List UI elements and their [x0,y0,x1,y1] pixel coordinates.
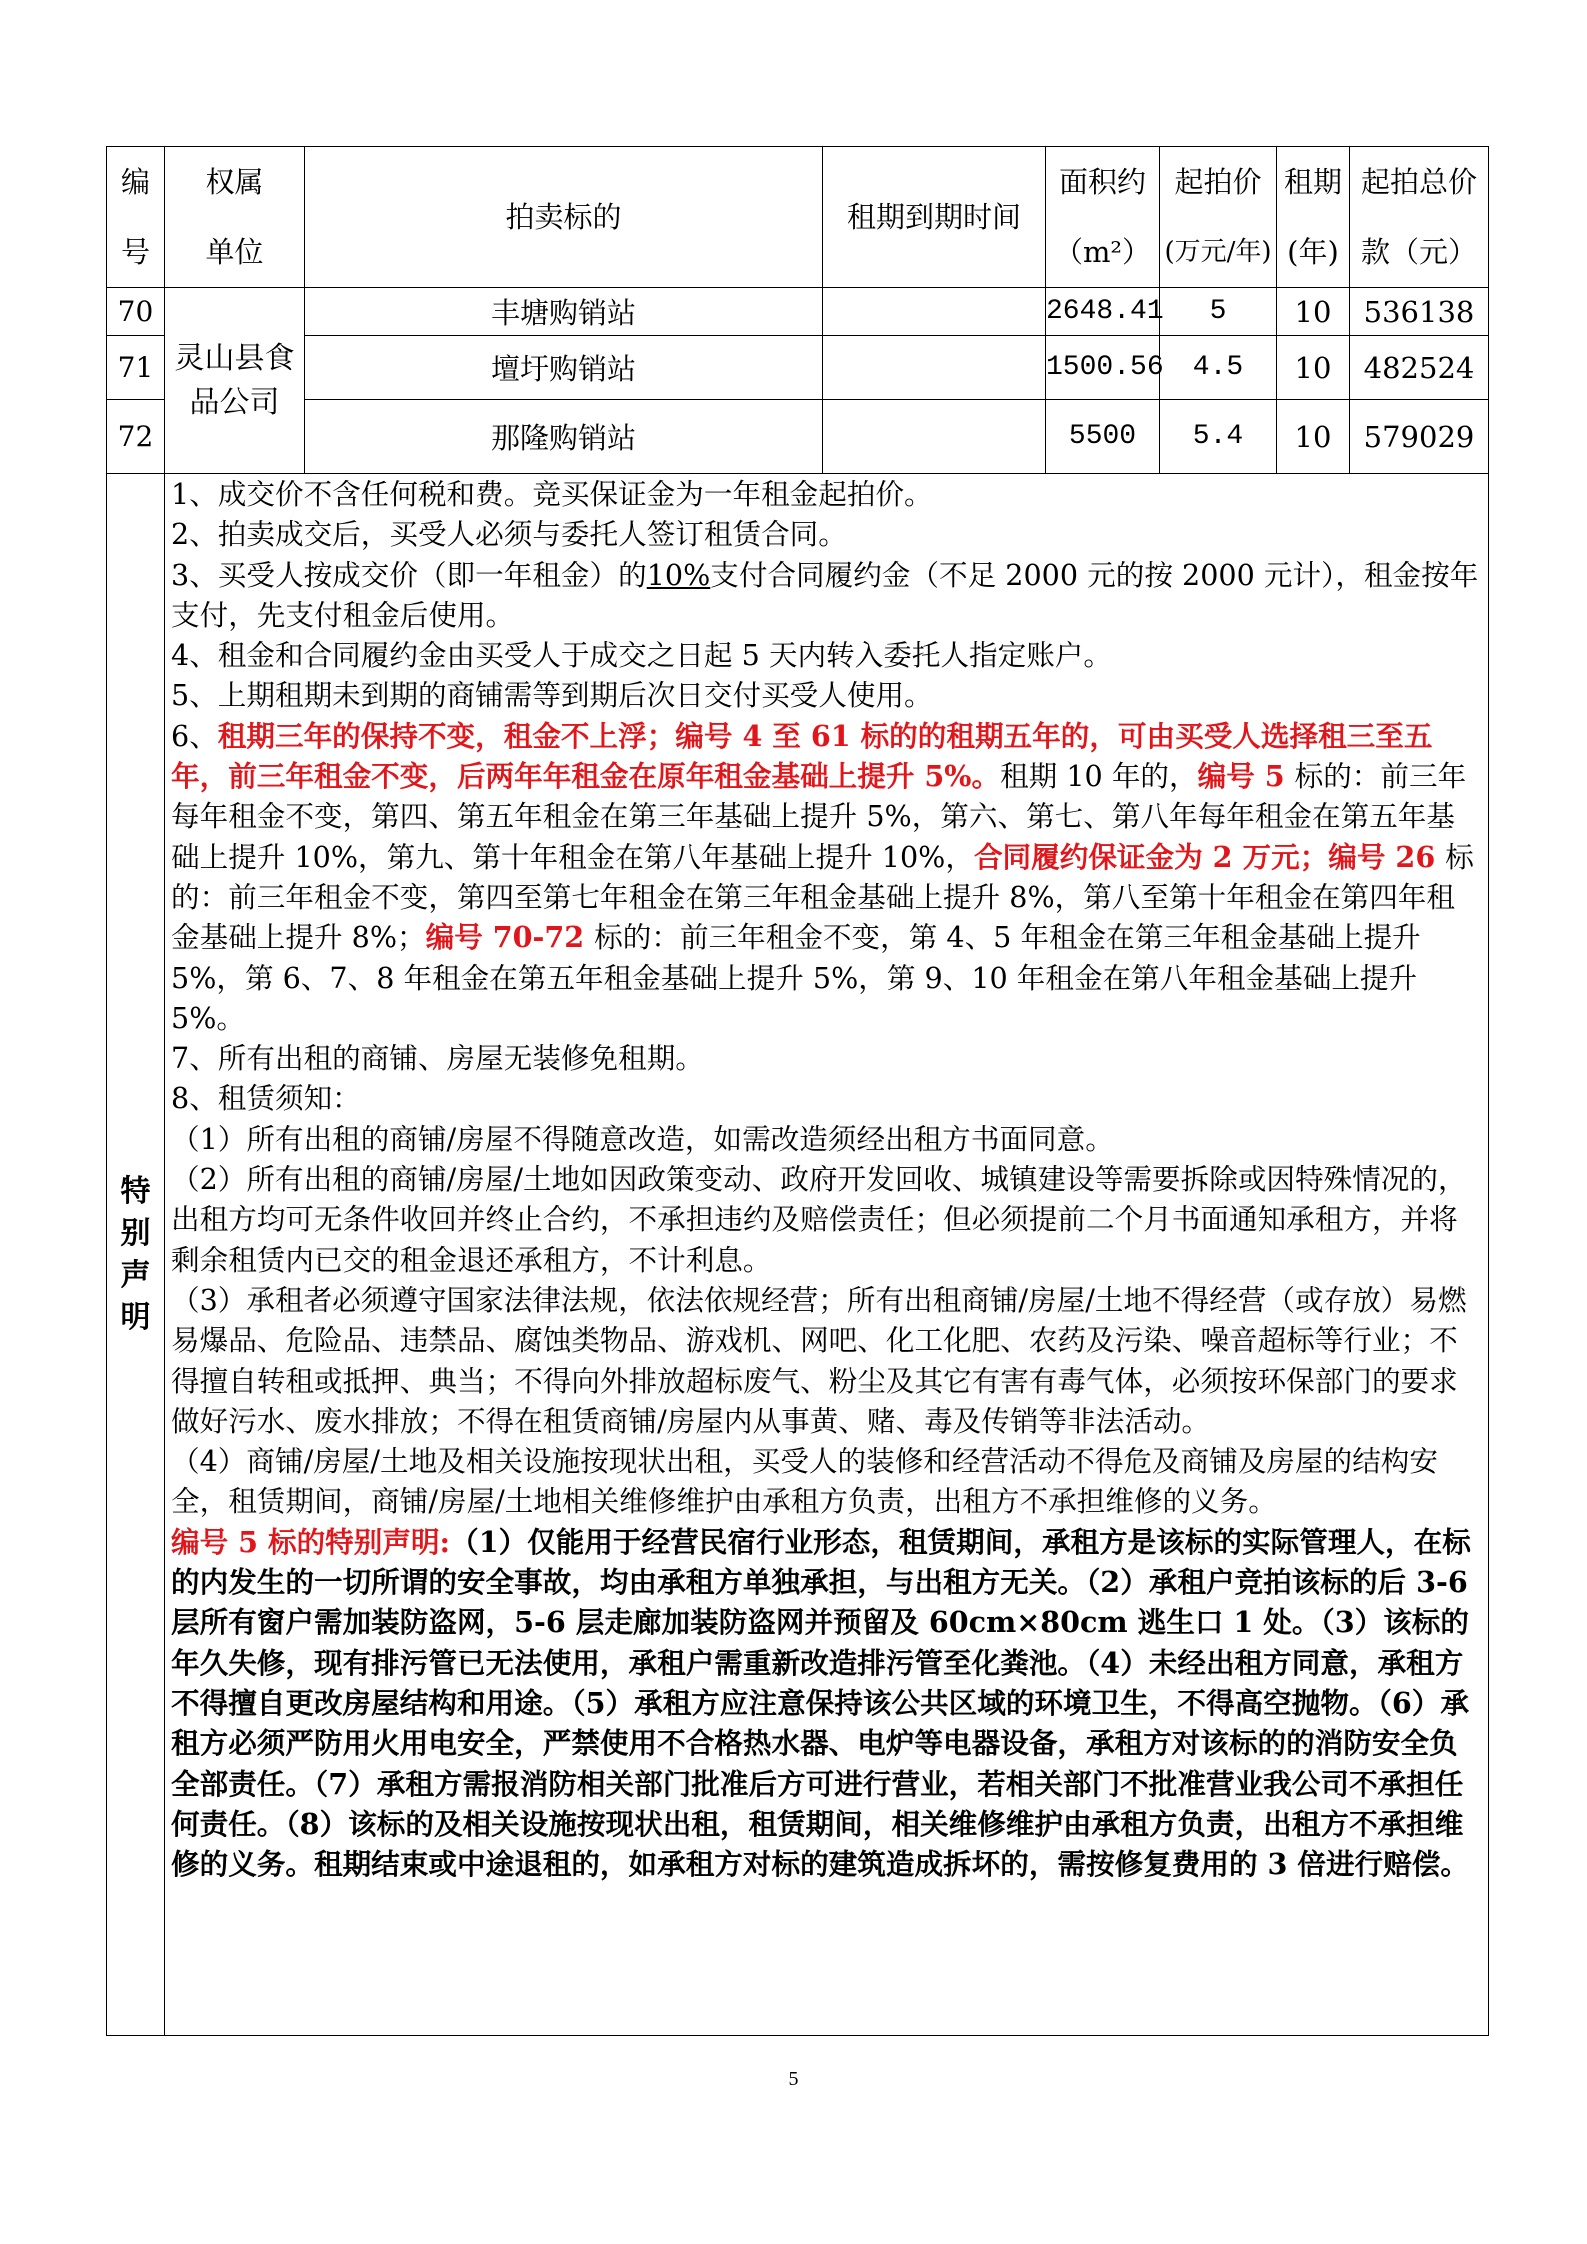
note-2: 2、拍卖成交后，买受人必须与委托人签订租赁合同。 [171,517,847,552]
special-statement-row [107,474,1489,2036]
row-area: 2648.41 [1046,288,1160,336]
table-row [107,336,1489,400]
header-price: 起拍价 (万元/年) [1160,147,1277,288]
note-7: 7、所有出租的商铺、房屋无装修免租期。 [171,1041,704,1076]
row-expire [823,336,1046,400]
header-row [107,147,1489,288]
owner-cell: 灵山县食 品公司 [165,288,305,474]
note-8-1: （1）所有出租的商铺/房屋不得随意改造，如需改造须经出租方书面同意。 [171,1121,1114,1156]
row-target: 壇圩购销站 [305,336,823,400]
note-3: 3、买受人按成交价（即一年租金）的10%支付合同履约金（不足 2000 元的按 2000 元计），租金按年支付，先支付租金后使用。 [171,557,1479,632]
page-number: 5 [788,2068,799,2090]
note-6: 6、租期三年的保持不变，租金不上浮；编号 4 至 61 标的的租期五年的，可由买受人选择租三至五年，前三年租金不变，后两年年租金在原年租金基础上提升 5%。租期 10 年的，编号 5 标的：前三年每年租金不变，第四、第五年租金在第三年基础上提升 5%，第六、第七、第八年每年租金在第五年基础上提升 10%，第九、第十年租金在第八年基础上提升 10%，合同履约保证金为 2 万元；编号 26 标的：前三年租金不变，第四至第七年租金在第三年租金基础上提升 8%，第八至第十年租金在第四年租金基础上提升 8%；编号 70-72 标的：前三年租金不变，第 4、5 年租金在第三年租金基础上提升 5%，第 6、7、8 年租金在第五年租金基础上提升 5%，第 9、10 年租金在第八年租金基础上提升 5%。 [171,718,1474,1035]
row-target: 丰塘购销站 [305,288,823,336]
row-expire [823,400,1046,474]
row-area: 5500 [1046,400,1160,474]
row-area: 1500.56 [1046,336,1160,400]
header-target: 拍卖标的 [305,147,823,288]
row-price: 5 [1160,288,1277,336]
note-1: 1、成交价不含任何税和费。竞买保证金为一年租金起拍价。 [171,477,933,511]
row-expire [823,288,1046,336]
row-total: 482524 [1350,336,1489,400]
special-statement-label: 特 别 声 明 [107,474,165,2036]
note-8: 8、租赁须知： [171,1081,361,1116]
row-no: 71 [107,336,165,400]
row-total: 579029 [1350,400,1489,474]
special-statement-body [165,474,1489,2036]
header-no: 编 号 [107,147,165,288]
note-8-4: （4）商铺/房屋/土地及相关设施按现状出租，买受人的装修和经营活动不得危及商铺及房屋的结构安全，租赁期间，商铺/房屋/土地相关维修维护由承租方负责，出租方不承担维修的义务。 [171,1444,1438,1519]
auction-table [106,146,1489,2036]
header-expire: 租期到期时间 [823,147,1046,288]
header-total: 起拍总价 款（元） [1350,147,1489,288]
note-4: 4、租金和合同履约金由买受人于成交之日起 5 天内转入委托人指定账户。 [171,638,1112,673]
note-5: 5、上期租期未到期的商铺需等到期后次日交付买受人使用。 [171,678,933,713]
lot5-special-statement: 编号 5 标的特别声明:（1）仅能用于经营民宿行业形态，租赁期间，承租方是该标的实际管理人，在标的内发生的一切所谓的安全事故，均由承租方单独承担，与出租方无关。（2）承租户竞拍该标的后 3-6 层所有窗户需加装防盗网，5-6 层走廊加装防盗网并预留及 60cm×80cm 逃生口 1 处。（3）该标的年久失修，现有排污管已无法使用，承租户需重新改造排污管至化粪池。（4）未经出租方同意，承租方不得擅自更改房屋结构和用途。（5）承租方应注意保持该公共区域的环境卫生，不得高空抛物。（6）承租方必须严防用火用电安全，严禁使用不合格热水器、电炉等电器设备，承租方对该标的的消防安全负全部责任。（7）承租方需报消防相关部门批准后方可进行营业，若相关部门不批准营业我公司不承担任何责任。（8）该标的及相关设施按现状出租，租赁期间，相关维修维护由承租方负责，出租方不承担维修的义务。租期结束或中途退租的，如承租方对标的建筑造成拆坏的，需按修复费用的 3 倍进行赔偿。 [171,1524,1471,1882]
row-no: 70 [107,288,165,336]
header-owner: 权属 单位 [165,147,305,288]
row-total: 536138 [1350,288,1489,336]
note-8-3: （3）承租者必须遵守国家法律法规，依法依规经营；所有出租商铺/房屋/土地不得经营（或存放）易燃易爆品、危险品、违禁品、腐蚀类物品、游戏机、网吧、化工化肥、农药及污染、噪音超标等行业；不得擅自转租或抵押、典当；不得向外排放超标废气、粉尘及其它有害有毒气体，必须按环保部门的要求做好污水、废水排放；不得在租赁商铺/房屋内从事黄、赌、毒及传销等非法活动。 [171,1282,1467,1438]
table-row [107,400,1489,474]
row-price: 5.4 [1160,400,1277,474]
table-row [107,288,1489,336]
row-term: 10 [1277,400,1350,474]
header-area: 面积约 （m²） [1046,147,1160,288]
row-term: 10 [1277,336,1350,400]
row-no: 72 [107,400,165,474]
row-target: 那隆购销站 [305,400,823,474]
header-term: 租期 (年) [1277,147,1350,288]
row-price: 4.5 [1160,336,1277,400]
note-8-2: （2）所有出租的商铺/房屋/土地如因政策变动、政府开发回收、城镇建设等需要拆除或因特殊情况的，出租方均可无条件收回并终止合约，不承担违约及赔偿责任；但必须提前二个月书面通知承租方，并将剩余租赁内已交的租金退还承租方，不计利息。 [171,1162,1467,1277]
row-term: 10 [1277,288,1350,336]
